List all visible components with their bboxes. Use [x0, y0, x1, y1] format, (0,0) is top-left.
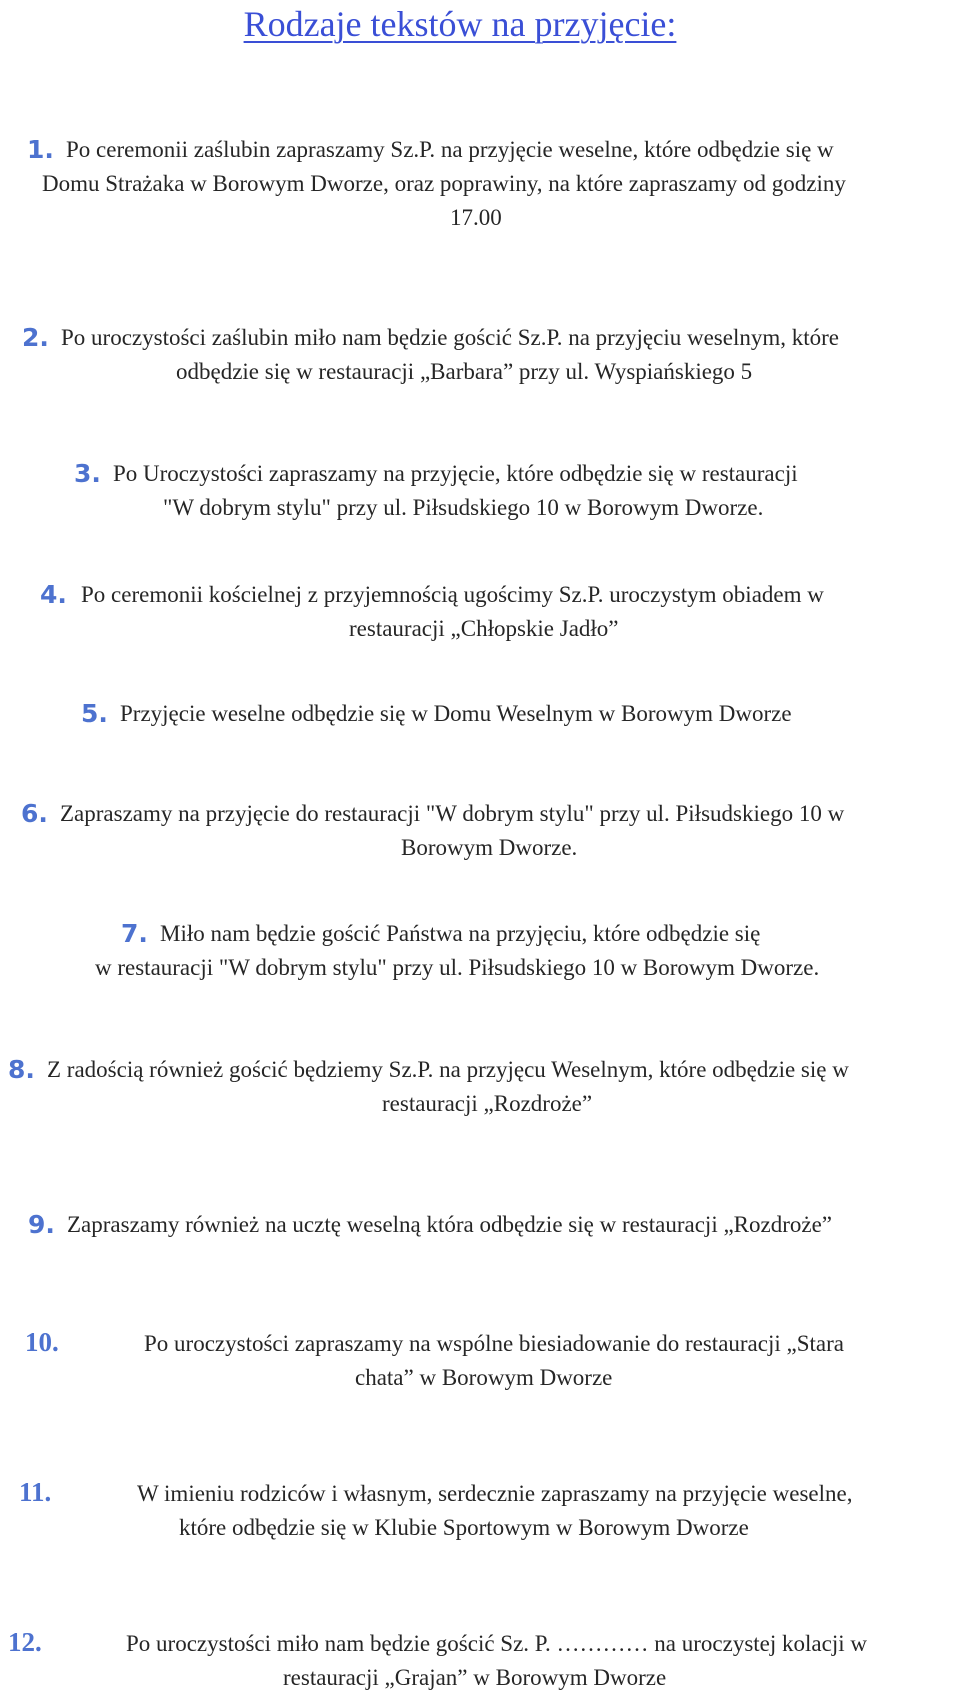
item-number: 1. [27, 135, 54, 164]
item-text-line: Domu Strażaka w Borowym Dworze, oraz poprawiny, na które zapraszamy od godziny [42, 171, 846, 196]
item-text-line: Borowym Dworze. [401, 835, 578, 860]
item-text-line: Po ceremonii kościelnej z przyjemnością ugościmy Sz.P. uroczystym obiadem w [81, 582, 824, 607]
item-text-line: Po Uroczystości zapraszamy na przyjęcie, które odbędzie się w restauracji [113, 461, 798, 486]
item-number: 5. [81, 699, 108, 728]
item-text-line: które odbędzie się w Klubie Sportowym w Borowym Dworze [179, 1515, 749, 1540]
item-text-line: w restauracji "W dobrym stylu" przy ul. Piłsudskiego 10 w Borowym Dworze. [95, 955, 820, 980]
item-number: 9. [28, 1210, 55, 1239]
item-text-line: odbędzie się w restauracji „Barbara” przy ul. Wyspiańskiego 5 [176, 359, 753, 384]
item-number: 2. [22, 323, 49, 352]
item-number: 4. [40, 580, 67, 609]
item-text-line: restauracji „Grajan” w Borowym Dworze [283, 1665, 667, 1690]
item-text-line: Po ceremonii zaślubin zapraszamy Sz.P. na przyjęcie weselne, które odbędzie się w [66, 137, 834, 162]
item-text-line: W imieniu rodziców i własnym, serdecznie zapraszamy na przyjęcie weselne, [137, 1481, 853, 1506]
item-text-line: restauracji „Rozdroże” [382, 1091, 593, 1116]
item-text-line: Po uroczystości zapraszamy na wspólne biesiadowanie do restauracji „Stara [144, 1331, 844, 1356]
item-text-line: chata” w Borowym Dworze [355, 1365, 613, 1390]
item-text-line: "W dobrym stylu" przy ul. Piłsudskiego 10 w Borowym Dworze. [163, 495, 764, 520]
item-number: 7. [121, 919, 148, 948]
item-text-line: Zapraszamy na przyjęcie do restauracji "W dobrym stylu" przy ul. Piłsudskiego 10 w [60, 801, 845, 826]
item-text-line: Po uroczystości miło nam będzie gościć Sz. P. ………… na uroczystej kolacji w [126, 1631, 867, 1656]
item-number: 10. [25, 1327, 59, 1357]
item-text-line: Miło nam będzie gościć Państwa na przyjęciu, które odbędzie się [160, 921, 761, 946]
item-number: 8. [8, 1055, 35, 1084]
item-text-line: Przyjęcie weselne odbędzie się w Domu Weselnym w Borowym Dworze [120, 701, 792, 726]
item-text-line: 17.00 [450, 205, 502, 230]
item-text-line: Z radością również gościć będziemy Sz.P. na przyjęcu Weselnym, które odbędzie się w [47, 1057, 849, 1082]
item-text-line: restauracji „Chłopskie Jadło” [349, 616, 619, 641]
item-number: 3. [74, 459, 101, 488]
item-text-line: Zapraszamy również na ucztę weselną która odbędzie się w restauracji „Rozdroże” [67, 1212, 833, 1237]
page-title: Rodzaje tekstów na przyjęcie: [243, 4, 677, 44]
item-number: 12. [8, 1627, 42, 1657]
item-number: 6. [21, 799, 48, 828]
item-text-line: Po uroczystości zaślubin miło nam będzie gościć Sz.P. na przyjęciu weselnym, które [61, 325, 839, 350]
item-number: 11. [19, 1477, 52, 1507]
